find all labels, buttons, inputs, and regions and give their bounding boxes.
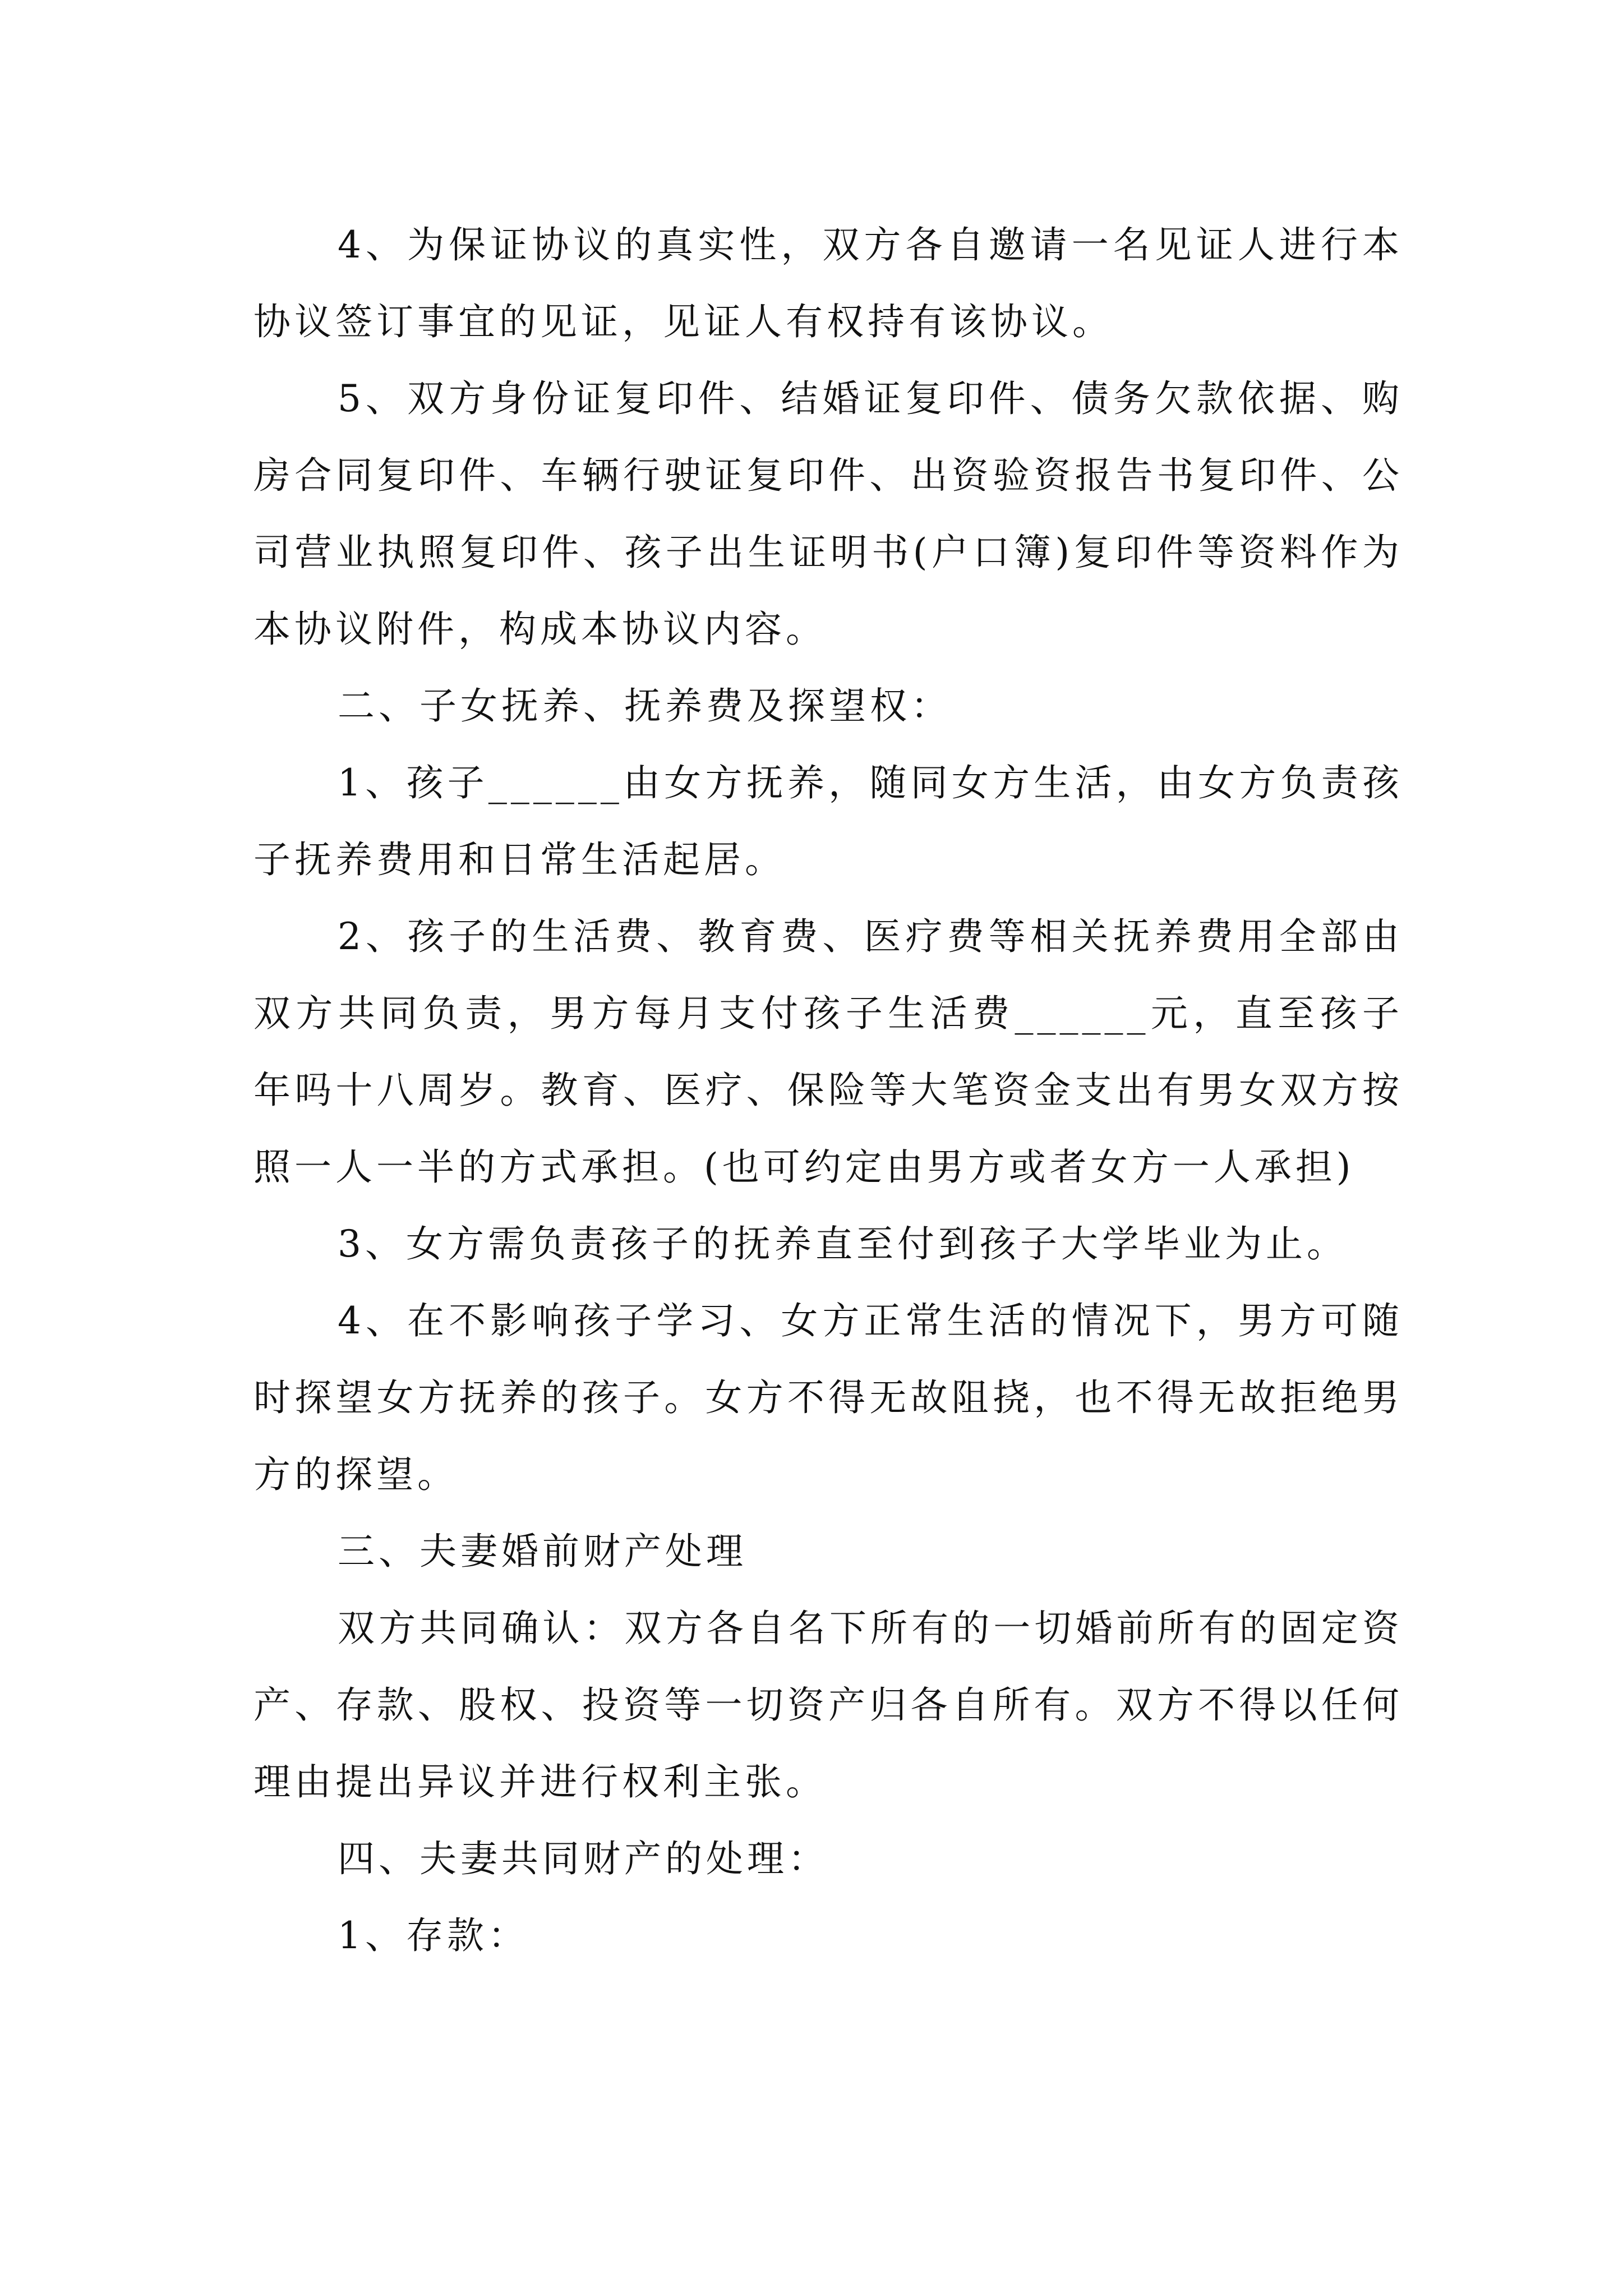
- paragraph-attachments: 5、双方身份证复印件、结婚证复印件、债务欠款依据、购房合同复印件、车辆行驶证复印件、出资验资报告书复印件、公司营业执照复印件、孩子出生证明书(户口簿)复印件等资料作为本协议附件，构成本协议内容。: [253, 377, 1403, 651]
- paragraph-deposits: 1、存款：: [338, 1914, 529, 1957]
- paragraph-child-support: 2、孩子的生活费、教育费、医疗费等相关抚养费用全部由双方共同负责，男方每月支付孩子生活费______元，直至孩子年吗十八周岁。教育、医疗、保险等大笔资金支出有男女双方按照一人一半的方式承担。(也可约定由男方或者女方一人承担): [253, 915, 1403, 1189]
- paragraph-witness: 4、为保证协议的真实性，双方各自邀请一名见证人进行本协议签订事宜的见证，见证人有权持有该协议。: [253, 223, 1403, 343]
- paragraph-visitation: 4、在不影响孩子学习、女方正常生活的情况下，男方可随时探望女方抚养的孩子。女方不得无故阻挠，也不得无故拒绝男方的探望。: [253, 1299, 1403, 1496]
- section-heading-joint-property: 四、夫妻共同财产的处理：: [338, 1837, 829, 1880]
- section-heading-child-custody: 二、子女抚养、抚养费及探望权：: [338, 684, 952, 728]
- document-body: [253, 206, 1403, 1974]
- paragraph-custody: 1、孩子______由女方抚养，随同女方生活，由女方负责孩子抚养费用和日常生活起居。: [253, 761, 1403, 881]
- paragraph-premarital-property: 双方共同确认：双方各自名下所有的一切婚前所有的固定资产、存款、股权、投资等一切资产归各自所有。双方不得以任何理由提出异议并进行权利主张。: [253, 1607, 1403, 1803]
- paragraph-support-duration: 3、女方需负责孩子的抚养直至付到孩子大学毕业为止。: [338, 1222, 1348, 1266]
- section-heading-premarital-property: 三、夫妻婚前财产处理: [338, 1530, 747, 1573]
